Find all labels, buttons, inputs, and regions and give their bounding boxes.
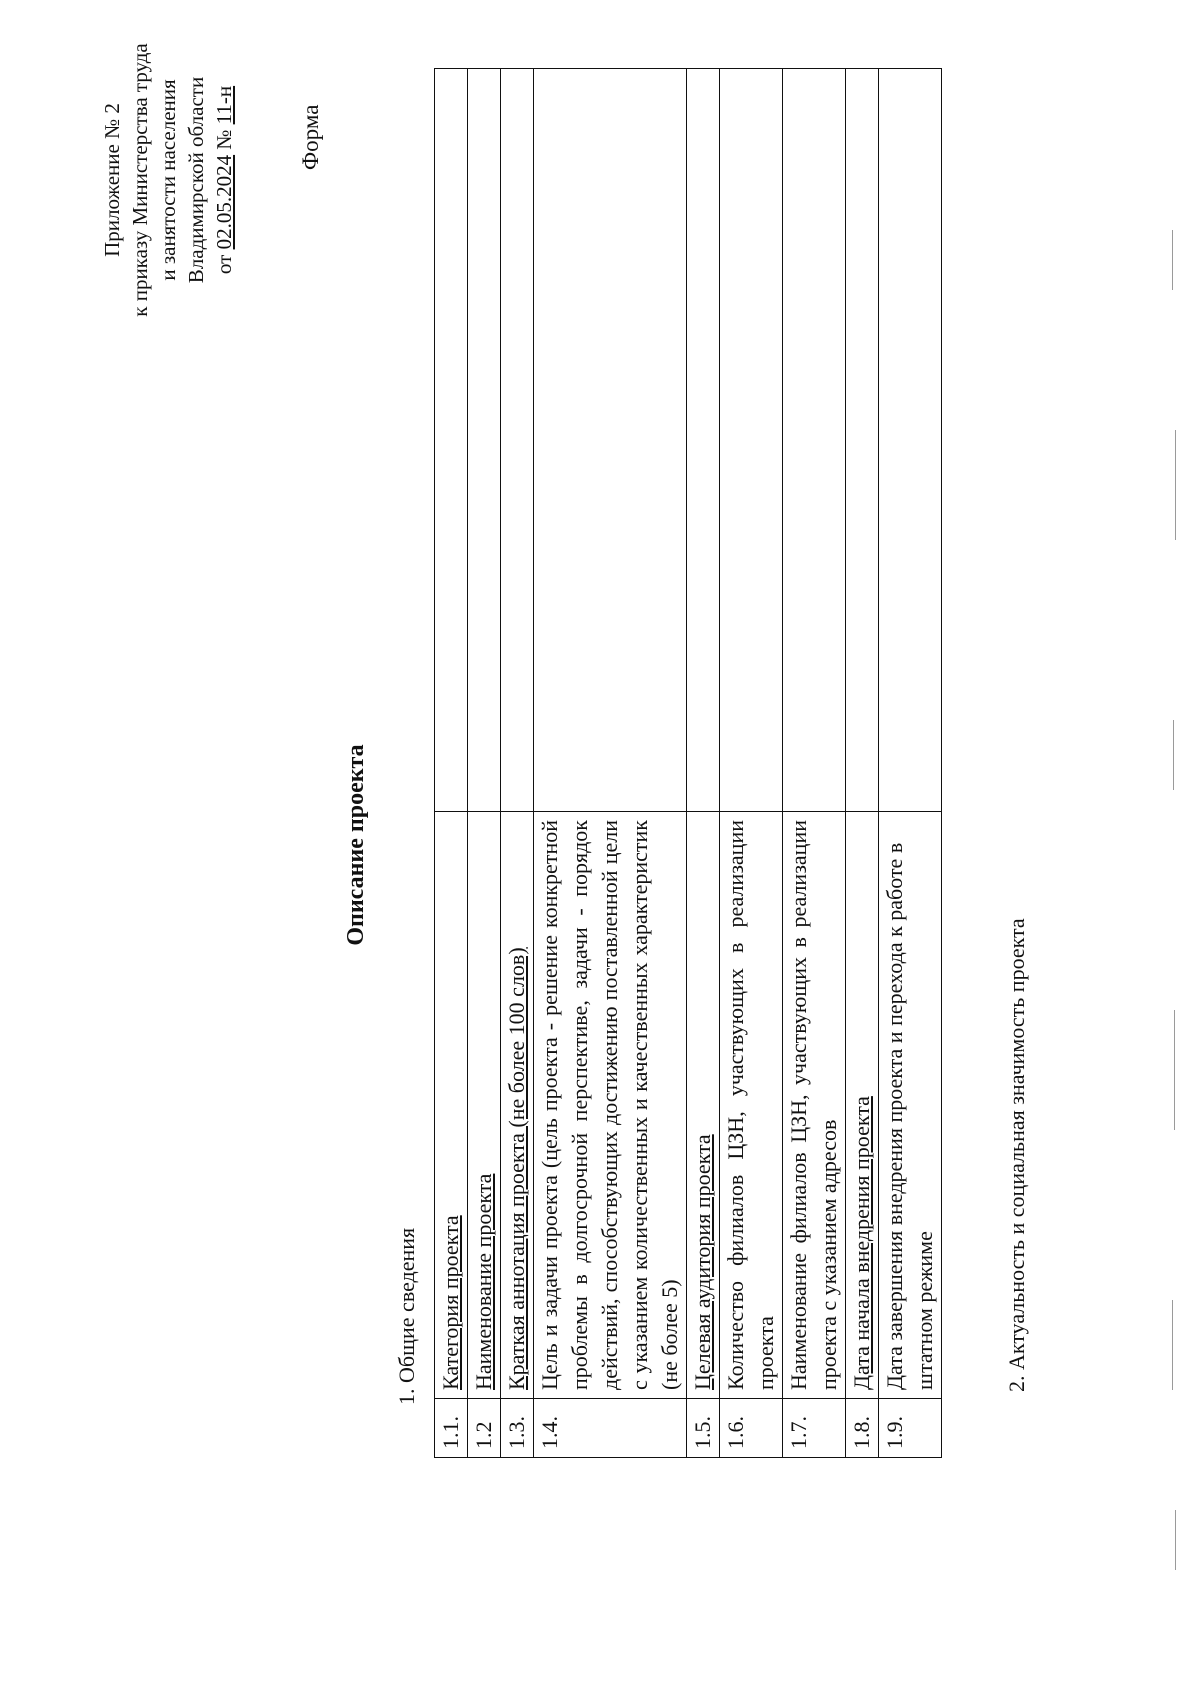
table-row <box>846 69 879 1458</box>
scan-artifact-line <box>1172 230 1173 290</box>
row-number: 1.6. <box>720 1399 783 1458</box>
approval-from-label: от <box>212 254 236 275</box>
table-row <box>534 69 687 1458</box>
approval-line-2: к приказу Министерства труда <box>128 43 152 317</box>
approval-line-1: Приложение № 2 <box>100 103 124 257</box>
row-value-cell[interactable] <box>846 69 879 812</box>
table-row <box>783 69 846 1458</box>
row-label: Цель и задачи проекта (цель проекта - решение конкретной проблемы в долгосрочной перспективе, задачи - порядок действий, способствующих достижению поставленной цели с указанием количественных и качественных характеристик (не более 5) <box>534 812 687 1399</box>
scan-artifact-line <box>1175 1510 1176 1570</box>
row-value-cell[interactable] <box>501 69 534 812</box>
row-number: 1.3. <box>501 1399 534 1458</box>
approval-line-3: и занятости населения <box>156 79 180 281</box>
table-row <box>435 69 468 1458</box>
project-info-table <box>434 68 942 1458</box>
table-row <box>720 69 783 1458</box>
row-label: Количество филиалов ЦЗН, участвующих в реализации проекта <box>720 812 783 1399</box>
row-value-cell[interactable] <box>879 69 942 812</box>
row-label: Дата завершения внедрения проекта и перехода к работе в штатном режиме <box>879 812 942 1399</box>
table-row <box>468 69 501 1458</box>
row-label: Целевая аудитория проекта <box>687 812 720 1399</box>
row-number: 1.1. <box>435 1399 468 1458</box>
row-value-cell[interactable] <box>534 69 687 812</box>
row-number: 1.5. <box>687 1399 720 1458</box>
document-title: Описание проекта <box>343 744 369 946</box>
form-label: Форма <box>298 104 323 170</box>
row-value-cell[interactable] <box>687 69 720 812</box>
row-value-cell[interactable] <box>435 69 468 812</box>
table-row <box>879 69 942 1458</box>
row-label: Наименование проекта <box>468 812 501 1399</box>
table-row <box>687 69 720 1458</box>
table-row <box>501 69 534 1458</box>
row-label: Дата начала внедрения проекта <box>846 812 879 1399</box>
approval-block <box>98 0 238 360</box>
section-1-title: 1. Общие сведения <box>394 1227 419 1405</box>
scan-artifact-line <box>1175 430 1176 540</box>
approval-date: 02.05.2024 <box>212 154 236 250</box>
scan-artifact-line <box>1173 720 1174 790</box>
scan-artifact-line <box>1172 1300 1173 1390</box>
row-label: Категория проекта <box>435 812 468 1399</box>
approval-line-4: Владимирской области <box>184 76 208 284</box>
row-value-cell[interactable] <box>783 69 846 812</box>
approval-number: 11-н <box>212 85 236 125</box>
row-label: Краткая аннотация проекта (не более 100 слов) <box>501 812 534 1399</box>
scan-artifact-line <box>1174 1010 1175 1130</box>
row-value-cell[interactable] <box>468 69 501 812</box>
approval-number-sign: № <box>212 129 236 150</box>
section-2-title: 2. Актуальность и социальная значимость проекта <box>1004 918 1029 1392</box>
row-number: 1.8. <box>846 1399 879 1458</box>
row-number: 1.2 <box>468 1399 501 1458</box>
row-number: 1.7. <box>783 1399 846 1458</box>
row-value-cell[interactable] <box>720 69 783 812</box>
row-number: 1.9. <box>879 1399 942 1458</box>
row-number: 1.4. <box>534 1399 687 1458</box>
approval-line-5 <box>210 0 238 360</box>
row-label: Наименование филиалов ЦЗН, участвующих в реализации проекта с указанием адресов <box>783 812 846 1399</box>
